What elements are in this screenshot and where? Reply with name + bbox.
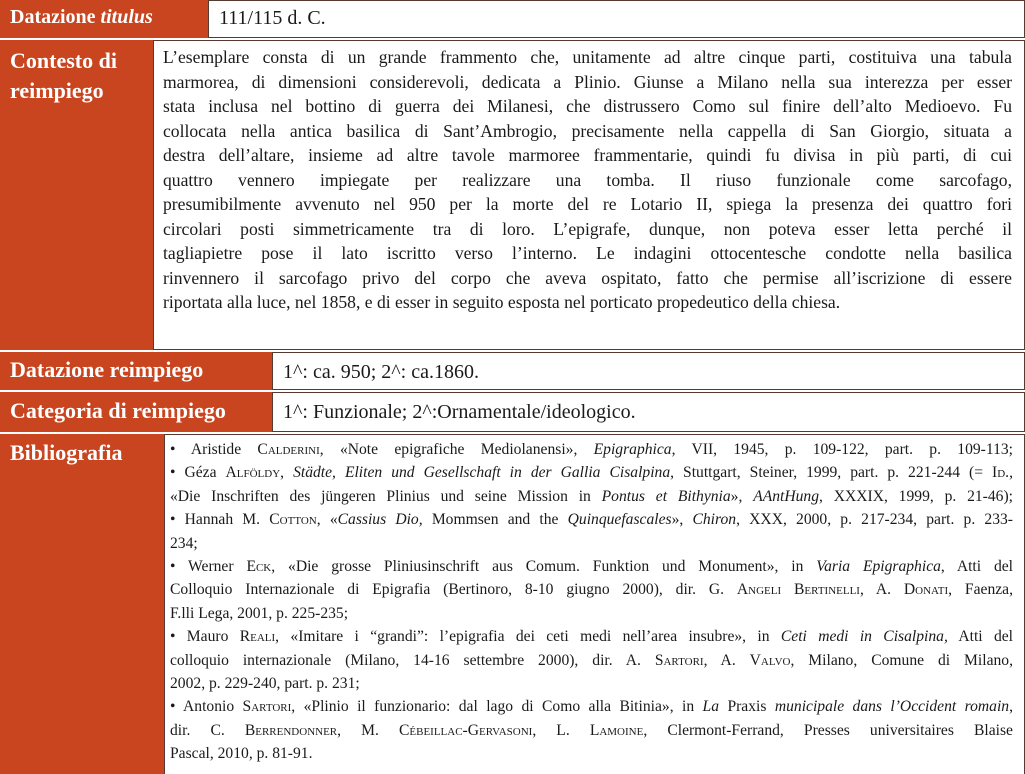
bibliography-list [165,435,1024,766]
text-segment: F.lli Lega, 2001, p. 225-235; [170,604,349,622]
value-datazione-reimpiego: 1^: ca. 950; 2^: ca.1860. [283,361,479,383]
text-segment: «Die Inschriften des jüngeren Plinius und seine Mission in [170,487,602,505]
author-name: Cébeillac-Gervasoni [398,721,533,739]
paragraph-line: circolari posti simmetricamente tra di loro. L’epigrafe, dunque, non poteva esser letta perché il [163,218,1012,239]
italic-text: municipale dans l’Occident romain [774,698,1010,716]
author-name: Valvo [749,651,791,669]
text-segment: », [671,511,693,529]
italic-text: La [702,698,720,716]
bibliography-line [170,461,1013,484]
bibliography-line [170,649,1013,672]
paragraph-line: presumibilmente avvenuto nel 950 per la morte del re Lotario II, spiega la presenza dei quattro fori [163,194,1012,214]
italic-text: Cassius Dio, [337,511,423,529]
label-categoria: Categoria di reimpiego [0,392,273,432]
text-segment: , «Die grosse Pliniusinschrift aus Comum. Funktion und Monument», in [271,558,817,576]
text-segment: • Aristide [170,441,258,458]
text-segment: , Stuttgart, Steiner, 1999, part. p. 221-244 (= [670,464,993,482]
text-segment: », [730,487,754,505]
paragraph-line: marmorea, di dimensioni considerevoli, dedicata a Plinio. Giunse a Milano nella sua interezza per esser [163,71,1012,92]
text-segment: dir. C. [170,721,245,739]
label-datazione-reimpiego: Datazione reimpiego [0,352,273,390]
value-cell-categoria [273,392,1025,432]
italic-text: Epigraphica [593,441,672,458]
author-name: Id. [992,464,1010,482]
bibliography-line [170,438,1013,461]
text-segment: , VII, 1945, p. 109-122, part. p. 109-113; [671,441,1014,458]
paragraph-line: L’esemplare consta di un grande frammento che, unitamente ad altre cinque parti, costituiva una tabula [163,47,1012,67]
text-segment: , « [316,511,338,529]
paragraph-line: rinvennero il sarcofago privo del corpo che aveva ospitato, fatto che permise all’iscrizione di essere [163,267,1012,288]
row-datazione-reimpiego [0,352,1025,390]
text-segment: , L. [532,721,590,739]
text-segment: Pascal, 2010, p. 81-91. [170,745,313,763]
italic-text: Pontus et Bithynia [601,487,731,505]
label-contesto [0,40,154,350]
text-segment: , [1009,464,1013,482]
value-cell-datazione-reimpiego [273,352,1025,390]
author-name: Alföldy [225,464,281,482]
paragraph-line: collocata nella antica basilica di Sant’Ambrogio, precisamente nella cappella di San Giorgio, situata a [163,120,1012,141]
bibliography-line [170,555,1013,578]
italic-text: Städte, Eliten und Gesellschaft in der Gallia Cisalpina [293,464,671,482]
italic-text: AAntHung [753,487,820,505]
author-name: Eck [246,558,272,576]
author-name: Sartori [654,651,704,669]
author-name: Lamoine [589,721,644,739]
text-segment: , A. [703,651,750,669]
text-segment: Atti del [947,628,1013,646]
text-segment: , A. [859,581,904,599]
italic-text: Ceti medi in Cisalpina, [780,628,948,646]
paragraph-line: destra dell’altare, insieme ad altre tavole marmoree frammentarie, quindi fu divisa in più parti, di cui [163,145,1012,165]
bibliography-line [170,742,1013,765]
author-name: Sartori [242,698,292,716]
author-name: Reali [239,628,276,646]
italic-text: Varia Epigraphica [816,558,941,576]
bibliography-line [170,532,1013,555]
text-segment: , [280,464,294,482]
bibliography-line [170,672,1013,695]
paragraph-line: tagliapietre pose il lato iscritto verso l’interno. Le indagini ottocentesche condotte nella basilica [163,243,1012,263]
text-segment: • Antonio [170,698,243,716]
text-segment: , Milano, Comune di Milano, [790,651,1013,669]
author-name: Cotton [269,511,317,529]
text-segment: , [1009,698,1014,716]
bibliography-line [170,485,1013,508]
value-categoria: 1^: Funzionale; 2^:Ornamentale/ideologico. [283,401,636,423]
paragraph-line: riportata alla luce, nel 1858, e di esser in seguito esposta nel porticato propedeutico della chiesa. [163,292,841,312]
text-segment: , Faenza, [948,581,1013,599]
author-name: Angeli Bertinelli [736,581,860,599]
text-segment: , «Imitare i “grandi”: l’epigrafia dei ceti medi nell’area insubre», in [275,628,781,646]
text-segment: Colloquio Internazionale di Epigrafia (Bertinoro, 8-10 giugno 2000), dir. G. [170,581,737,599]
bibliography-line [170,508,1013,531]
author-name: Donati [903,581,949,599]
text-segment: , «Note epigrafiche Mediolanensi», [319,441,594,458]
author-name: Berrendonner [244,721,338,739]
text-segment: , Atti del [940,558,1014,576]
text-segment: • Mauro [170,628,240,646]
text-segment: • Géza [170,464,226,482]
label-italic-text: titulus [100,6,153,28]
label-datazione-titulus [0,0,209,38]
row-categoria [0,392,1025,432]
bibliography-line [170,602,1013,625]
italic-text: Chiron [692,511,737,529]
text-segment: • Hannah M. [170,511,270,529]
value-datazione-titulus: 111/115 d. C. [219,7,326,29]
label-text: Datazione [10,6,101,28]
text-segment: colloquio internazionale (Milano, 14-16 settembre 2000), dir. A. [170,651,655,669]
row-datazione-titulus [0,0,1025,38]
paragraph-line: stata inclusa nel bottino di guerra dei Milanesi, che distrussero Como sul finire dell’alto Medioevo. Fu [163,96,1012,116]
row-contesto [0,40,1025,350]
label-line: reimpiego [10,78,104,103]
text-segment: Praxis [719,698,775,716]
paragraph-line: quattro vennero impiegate per realizzare una tomba. Il riuso funzionale come sarcofago, [163,169,1012,190]
value-cell-datazione-titulus [209,0,1025,38]
author-name: Calderini [257,441,320,458]
bibliography-line [170,578,1013,601]
label-line: Contesto di [10,48,117,73]
row-bibliografia [0,434,1025,774]
text-segment: , «Plinio il funzionario: dal lago di Como alla Bitinia», in [291,698,703,716]
text-segment: , Clermont-Ferrand, Presses universitaires Blaise [643,721,1013,739]
bibliography-line [170,719,1013,742]
label-bibliografia: Bibliografia [0,434,165,774]
contesto-paragraph [154,41,1024,315]
bibliography-line [170,625,1013,648]
text-segment: Mommsen and the [422,511,568,529]
text-segment: 2002, p. 229-240, part. p. 231; [170,675,360,693]
text-segment: 234; [170,534,198,552]
bibliography-line [170,695,1013,718]
italic-text: Quinquefascales [567,511,672,529]
text-segment: , XXXIX, 1999, p. 21-46); [819,487,1013,505]
text-segment: , M. [337,721,399,739]
value-cell-contesto [154,40,1025,350]
text-segment: • Werner [170,558,247,576]
text-segment: , XXX, 2000, p. 217-234, part. p. 233- [736,511,1014,529]
value-cell-bibliografia [165,434,1025,774]
